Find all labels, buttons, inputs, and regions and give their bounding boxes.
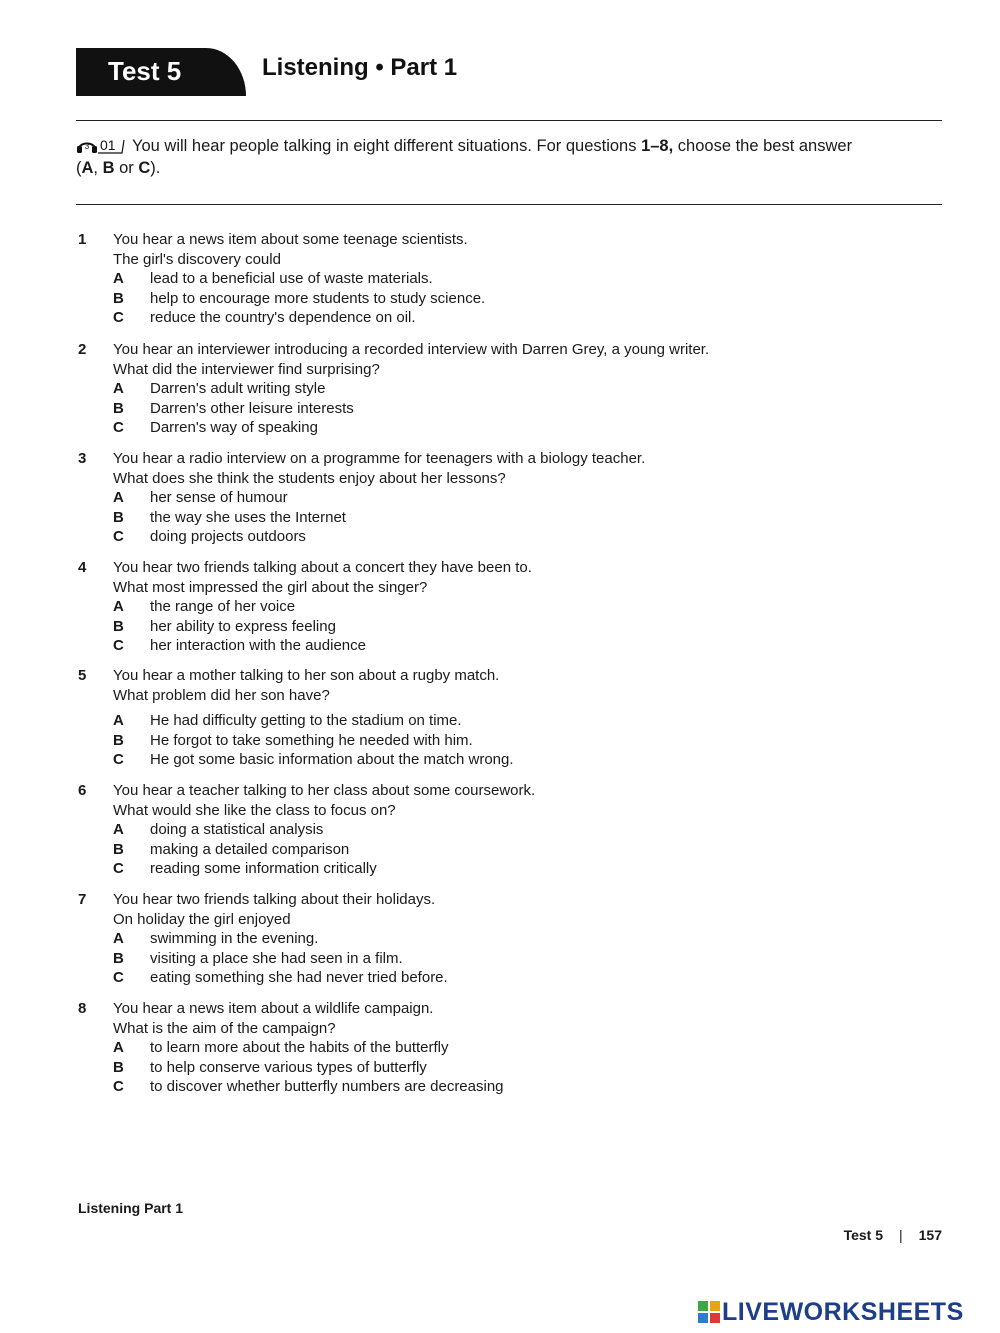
option-a[interactable]: A He had difficulty getting to the stadium on time. <box>113 712 462 729</box>
question-prompt: The girl's discovery could <box>113 250 281 268</box>
footer-section: Listening Part 1 <box>78 1200 184 1216</box>
option-c[interactable]: C reduce the country's dependence on oil. <box>113 309 416 326</box>
page-number: 157 <box>918 1227 942 1243</box>
footer-page-info <box>844 1227 942 1243</box>
test-label: Test 5 <box>108 56 182 86</box>
question-stem: You hear a teacher talking to her class about some coursework. <box>113 782 536 799</box>
question-stem: You hear two friends talking about a concert they have been to. <box>113 559 532 576</box>
option-b[interactable]: B to help conserve various types of butterfly <box>113 1058 427 1076</box>
brand-text: LIVEWORKSHEETS <box>722 1298 964 1326</box>
bottom-divider <box>76 204 942 205</box>
footer-separator: | <box>899 1227 903 1243</box>
liveworksheets-logo-icon <box>698 1301 720 1323</box>
option-b[interactable]: B making a detailed comparison <box>113 840 350 858</box>
footer-test: Test 5 <box>843 1227 883 1243</box>
audio-cd-number: 3 <box>84 142 90 151</box>
option-c[interactable]: C doing projects outdoors <box>113 528 306 545</box>
option-a[interactable]: A her sense of humour <box>113 489 288 506</box>
question-prompt: On holiday the girl enjoyed <box>113 910 291 928</box>
option-c[interactable]: C He got some basic information about the match wrong. <box>113 751 514 768</box>
option-b[interactable]: B He forgot to take something he needed with him. <box>113 731 473 749</box>
question-prompt: What does she think the students enjoy about her lessons? <box>113 469 506 487</box>
option-a[interactable]: A lead to a beneficial use of waste materials. <box>113 270 433 287</box>
option-c[interactable]: C her interaction with the audience <box>113 637 366 654</box>
question-prompt: What problem did her son have? <box>113 686 330 704</box>
question-prompt: What did the interviewer find surprising? <box>113 360 380 378</box>
option-b[interactable]: B Darren's other leisure interests <box>113 399 354 417</box>
question-stem: You hear two friends talking about their holidays. <box>113 891 436 908</box>
question-prompt: What is the aim of the campaign? <box>113 1019 336 1037</box>
option-c[interactable]: C eating something she had never tried before. <box>113 969 448 986</box>
question-prompt: What most impressed the girl about the singer? <box>113 578 428 596</box>
option-c[interactable]: C reading some information critically <box>113 860 377 877</box>
top-divider <box>76 120 942 121</box>
option-a[interactable]: A Darren's adult writing style <box>113 380 326 397</box>
option-b[interactable]: B help to encourage more students to study science. <box>113 289 486 307</box>
option-c[interactable]: C to discover whether butterfly numbers are decreasing <box>113 1078 504 1095</box>
option-b[interactable]: B her ability to express feeling <box>113 617 336 635</box>
option-c[interactable]: C Darren's way of speaking <box>113 419 318 436</box>
question-stem: You hear a news item about a wildlife campaign. <box>113 1000 434 1017</box>
audio-track-number: 01 <box>100 137 116 153</box>
question-stem: You hear a news item about some teenage scientists. <box>113 231 468 248</box>
page-title: Listening • Part 1 <box>262 54 458 81</box>
option-a[interactable]: A the range of her voice <box>113 598 296 615</box>
brand-logo[interactable] <box>698 1298 964 1327</box>
option-b[interactable]: B visiting a place she had seen in a film. <box>113 949 403 967</box>
question-stem: You hear an interviewer introducing a recorded interview with Darren Grey, a young writer. <box>113 341 710 358</box>
headphones-icon <box>76 136 128 154</box>
option-a[interactable]: A swimming in the evening. <box>113 930 319 947</box>
question-stem: You hear a radio interview on a programme for teenagers with a biology teacher. <box>113 450 646 467</box>
option-b[interactable]: B the way she uses the Internet <box>113 508 346 526</box>
question-prompt: What would she like the class to focus on? <box>113 801 396 819</box>
test-label-tab <box>76 48 246 96</box>
option-a[interactable]: A doing a statistical analysis <box>113 821 324 838</box>
instructions: 3 01 You will hear people talking in eight different situations. For questions 1–8, choose the best answer (A, B or C). <box>76 137 853 177</box>
option-a[interactable]: A to learn more about the habits of the butterfly <box>113 1039 449 1056</box>
question-stem: You hear a mother talking to her son about a rugby match. <box>113 667 500 684</box>
